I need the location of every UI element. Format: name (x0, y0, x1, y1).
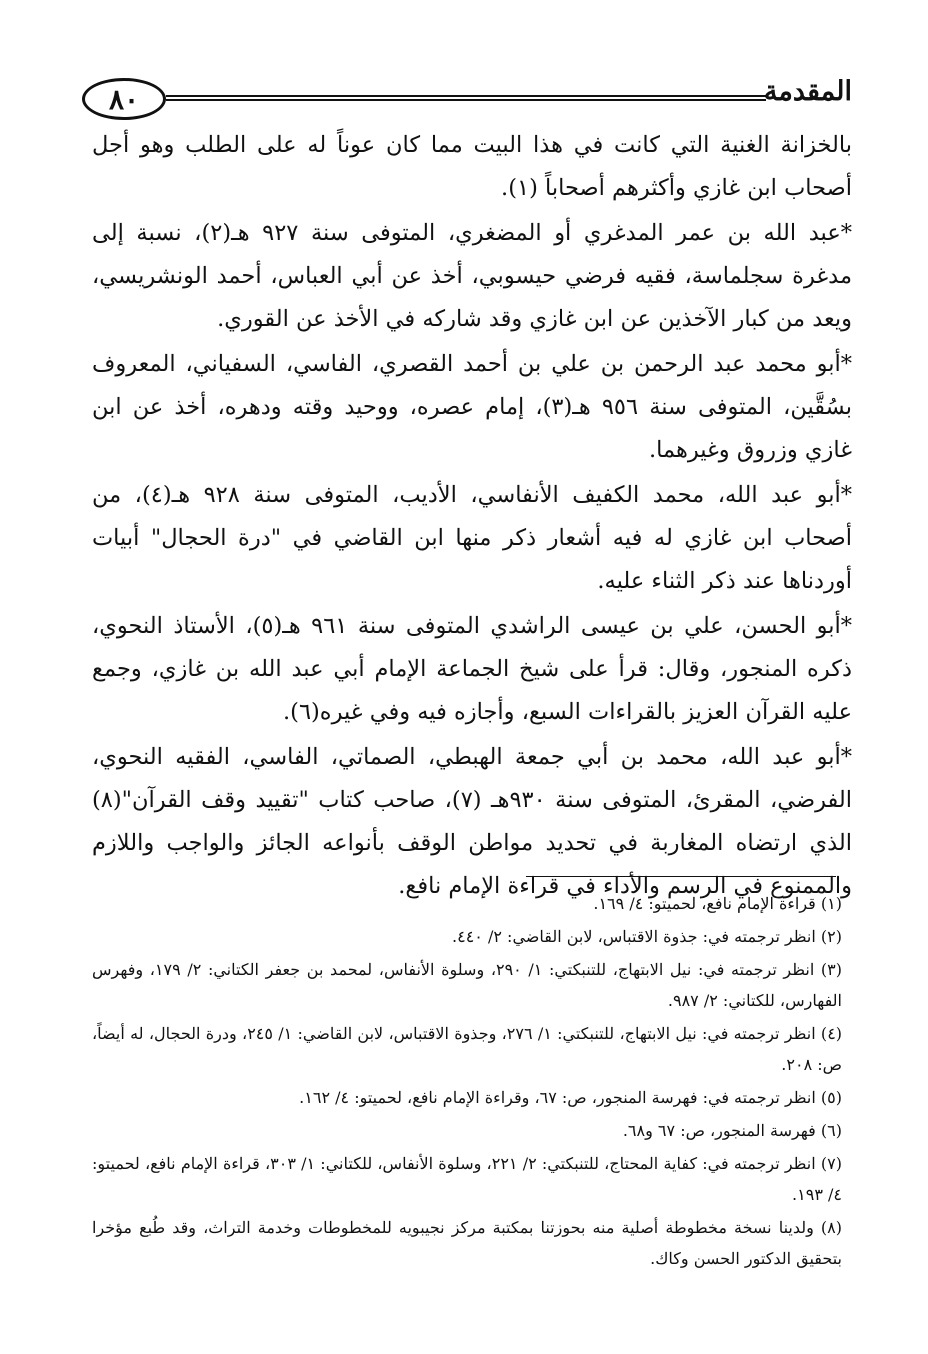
paragraph: *أبو محمد عبد الرحمن بن علي بن أحمد القصري، الفاسي، السفياني، المعروف بسُقَّين، المتوفى سنة ٩٥٦ هـ(٣)، إمام عصره، ووحيد وقته ودهره، أخذ عن ابن غازي وزروق وغيرهما. (92, 351, 853, 463)
footnotes (92, 888, 842, 1276)
footnote: (٧) انظر ترجمته في: كفاية المحتاج، للتنبكتي: ٢/ ٢٢١، وسلوة الأنفاس، للكتاني: ١/ ٣٠٣، قراءة الإمام نافع، لحميتو: ٤/ ١٩٣. (92, 1154, 842, 1204)
paragraph: *أبو عبد الله، محمد الكفيف الأنفاسي، الأديب، المتوفى سنة ٩٢٨ هـ(٤)، من أصحاب ابن غازي له فيه أشعار ذكر منها ابن القاضي في "درة الحجال" أبيات أوردناها عند ذكر الثناء عليه. (92, 482, 853, 594)
footnote: (٥) انظر ترجمته في: فهرسة المنجور، ص: ٦٧، وقراءة الإمام نافع، لحميتو: ٤/ ١٦٢. (299, 1088, 842, 1107)
paragraph: *أبو الحسن، علي بن عيسى الراشدي المتوفى سنة ٩٦١ هـ(٥)، الأستاذ النحوي، ذكره المنجور، وقال: قرأ على شيخ الجماعة الإمام أبي عبد الله بن غازي، وجمع عليه القرآن العزيز بالقراءات السبع، وأجازه فيه وفي غيره(٦). (92, 613, 853, 725)
running-title: المقدمة (763, 76, 852, 107)
footnote: (٨) ولدينا نسخة مخطوطة أصلية منه بحوزتنا بمكتبة مركز نجيبويه للمخطوطات وخدمة التراث، وقد طُبع مؤخرا بتحقيق الدكتور الحسن وكاك. (92, 1218, 842, 1268)
header-rule (166, 95, 766, 101)
paragraph: *أبو عبد الله، محمد بن أبي جمعة الهبطي، الصماتي، الفاسي، الفقيه النحوي، الفرضي، المقرئ، المتوفى سنة ٩٣٠هـ (٧)، صاحب كتاب "تقييد وقف القرآن"(٨) الذي ارتضاه المغاربة في تحديد مواطن الوقف بأنواعه الجائز والواجب واللازم والممنوع في الرسم والأداء في قراءة الإمام نافع. (92, 744, 852, 899)
footnote: (٣) انظر ترجمته في: نيل الابتهاج، للتنبكتي: ١/ ٢٩٠، وسلوة الأنفاس، لمحمد بن جعفر الكتاني: ٢/ ١٧٩، وفهرس الفهارس، للكتاني: ٢/ ٩٨٧. (92, 960, 842, 1010)
footnote: (٢) انظر ترجمته في: جذوة الاقتباس، لابن القاضي: ٢/ ٤٤٠. (452, 927, 842, 946)
footnote: (١) قراءة الإمام نافع، لحميتو: ٤/ ١٦٩. (593, 894, 842, 913)
paragraph: بالخزانة الغنية التي كانت في هذا البيت مما كان عوناً له على الطلب وهو أجل أصحاب ابن غازي وأكثرهم أصحاباً (١). (92, 132, 852, 201)
page-number: ٨٠ (82, 78, 166, 120)
footnote-separator (526, 876, 836, 877)
page-header (82, 76, 852, 126)
footnote: (٦) فهرسة المنجور، ص: ٦٧ و٦٨. (622, 1121, 842, 1140)
paragraph: *عبد الله بن عمر المدغري أو المضغري، المتوفى سنة ٩٢٧ هـ(٢)، نسبة إلى مدغرة سجلماسة، فقيه فرضي حيسوبي، أخذ عن أبي العباس، أحمد الونشريسي، ويعد من كبار الآخذين عن ابن غازي وقد شاركه في الأخذ عن القوري. (92, 220, 852, 332)
footnote: (٤) انظر ترجمته في: نيل الابتهاج، للتنبكتي: ١/ ٢٧٦، وجذوة الاقتباس، لابن القاضي: ١/ ٢٤٥، ودرة الحجال، له أيضاً، ص: ٢٠٨. (92, 1024, 843, 1074)
main-text (92, 124, 852, 910)
